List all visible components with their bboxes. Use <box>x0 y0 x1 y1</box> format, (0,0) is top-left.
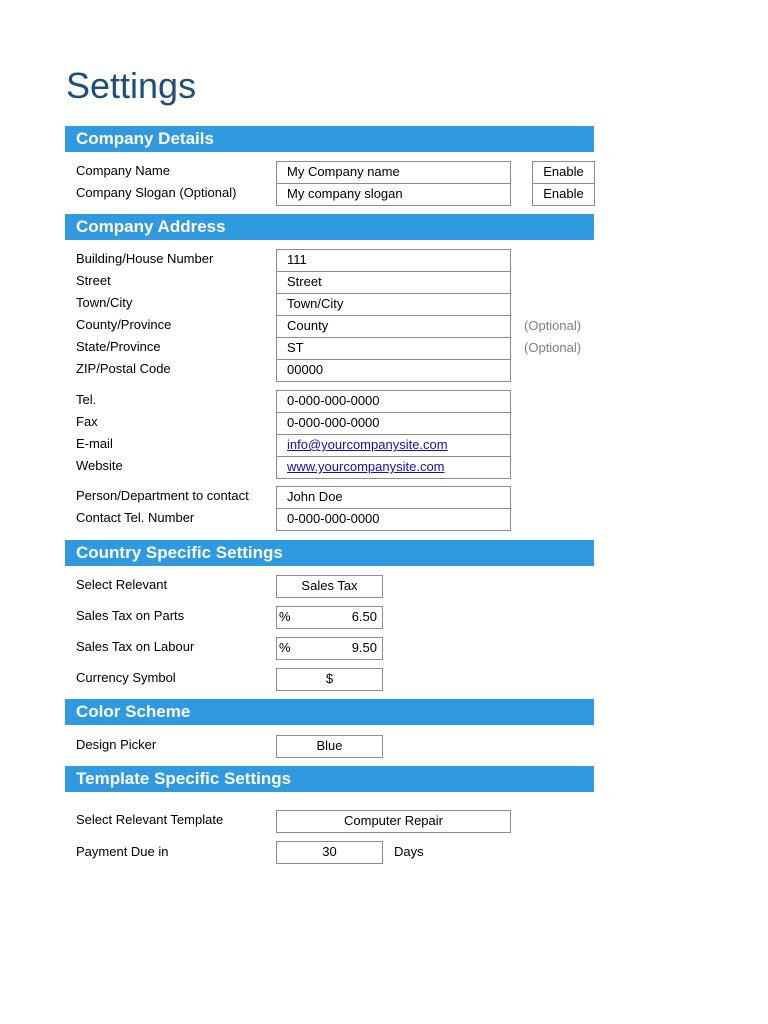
state-input[interactable]: ST <box>276 337 511 360</box>
currency-symbol-label: Currency Symbol <box>76 670 176 685</box>
contact-person-label: Person/Department to contact <box>76 488 249 503</box>
website-label: Website <box>76 458 123 473</box>
company-name-enable-toggle[interactable]: Enable <box>532 161 595 184</box>
town-label: Town/City <box>76 295 133 310</box>
company-slogan-label: Company Slogan (Optional) <box>76 185 237 200</box>
template-select[interactable]: Computer Repair <box>276 810 511 833</box>
building-label: Building/House Number <box>76 251 214 266</box>
county-label: County/Province <box>76 317 172 332</box>
section-header-company-address: Company Address <box>65 214 594 240</box>
county-input[interactable]: County <box>276 315 511 338</box>
website-link[interactable]: www.yourcompanysite.com <box>276 456 511 479</box>
contact-tel-label: Contact Tel. Number <box>76 510 195 525</box>
town-input[interactable]: Town/City <box>276 293 511 316</box>
page-title: Settings <box>66 65 197 106</box>
zip-input[interactable]: 00000 <box>276 359 511 382</box>
email-label: E-mail <box>76 436 113 451</box>
section-header-country-settings: Country Specific Settings <box>65 540 594 566</box>
sales-tax-select[interactable]: Sales Tax <box>276 575 383 598</box>
state-optional-note: (Optional) <box>524 340 582 355</box>
building-input[interactable]: 111 <box>276 249 511 272</box>
tel-label: Tel. <box>76 392 97 407</box>
contact-person-input[interactable]: John Doe <box>276 486 511 509</box>
design-picker-label: Design Picker <box>76 737 157 752</box>
fax-label: Fax <box>76 414 98 429</box>
tax-labour-percent-symbol: % <box>279 640 291 655</box>
street-input[interactable]: Street <box>276 271 511 294</box>
tax-parts-label: Sales Tax on Parts <box>76 608 185 623</box>
state-label: State/Province <box>76 339 161 354</box>
payment-due-unit: Days <box>394 844 424 859</box>
design-picker-select[interactable]: Blue <box>276 735 383 758</box>
payment-due-input[interactable]: 30 <box>276 841 383 864</box>
tax-labour-value: 9.50 <box>351 640 377 655</box>
tax-parts-percent-symbol: % <box>279 609 291 624</box>
company-name-input[interactable]: My Company name <box>276 161 511 184</box>
contact-tel-input[interactable]: 0-000-000-0000 <box>276 508 511 531</box>
tel-input[interactable]: 0-000-000-0000 <box>276 390 511 413</box>
company-slogan-enable-toggle[interactable]: Enable <box>532 183 595 206</box>
street-label: Street <box>76 273 111 288</box>
tax-parts-input[interactable] <box>276 606 383 629</box>
select-relevant-label: Select Relevant <box>76 577 168 592</box>
email-link[interactable]: info@yourcompanysite.com <box>276 434 511 457</box>
fax-input[interactable]: 0-000-000-0000 <box>276 412 511 435</box>
tax-parts-value: 6.50 <box>351 609 377 624</box>
company-name-label: Company Name <box>76 163 170 178</box>
section-header-color-scheme: Color Scheme <box>65 699 594 725</box>
tax-labour-input[interactable] <box>276 637 383 660</box>
section-header-template-settings: Template Specific Settings <box>65 766 594 792</box>
company-slogan-input[interactable]: My company slogan <box>276 183 511 206</box>
payment-due-label: Payment Due in <box>76 844 169 859</box>
currency-symbol-input[interactable]: $ <box>276 668 383 691</box>
tax-labour-label: Sales Tax on Labour <box>76 639 195 654</box>
county-optional-note: (Optional) <box>524 318 582 333</box>
section-header-company-details: Company Details <box>65 126 594 152</box>
zip-label: ZIP/Postal Code <box>76 361 171 376</box>
template-label: Select Relevant Template <box>76 812 224 827</box>
